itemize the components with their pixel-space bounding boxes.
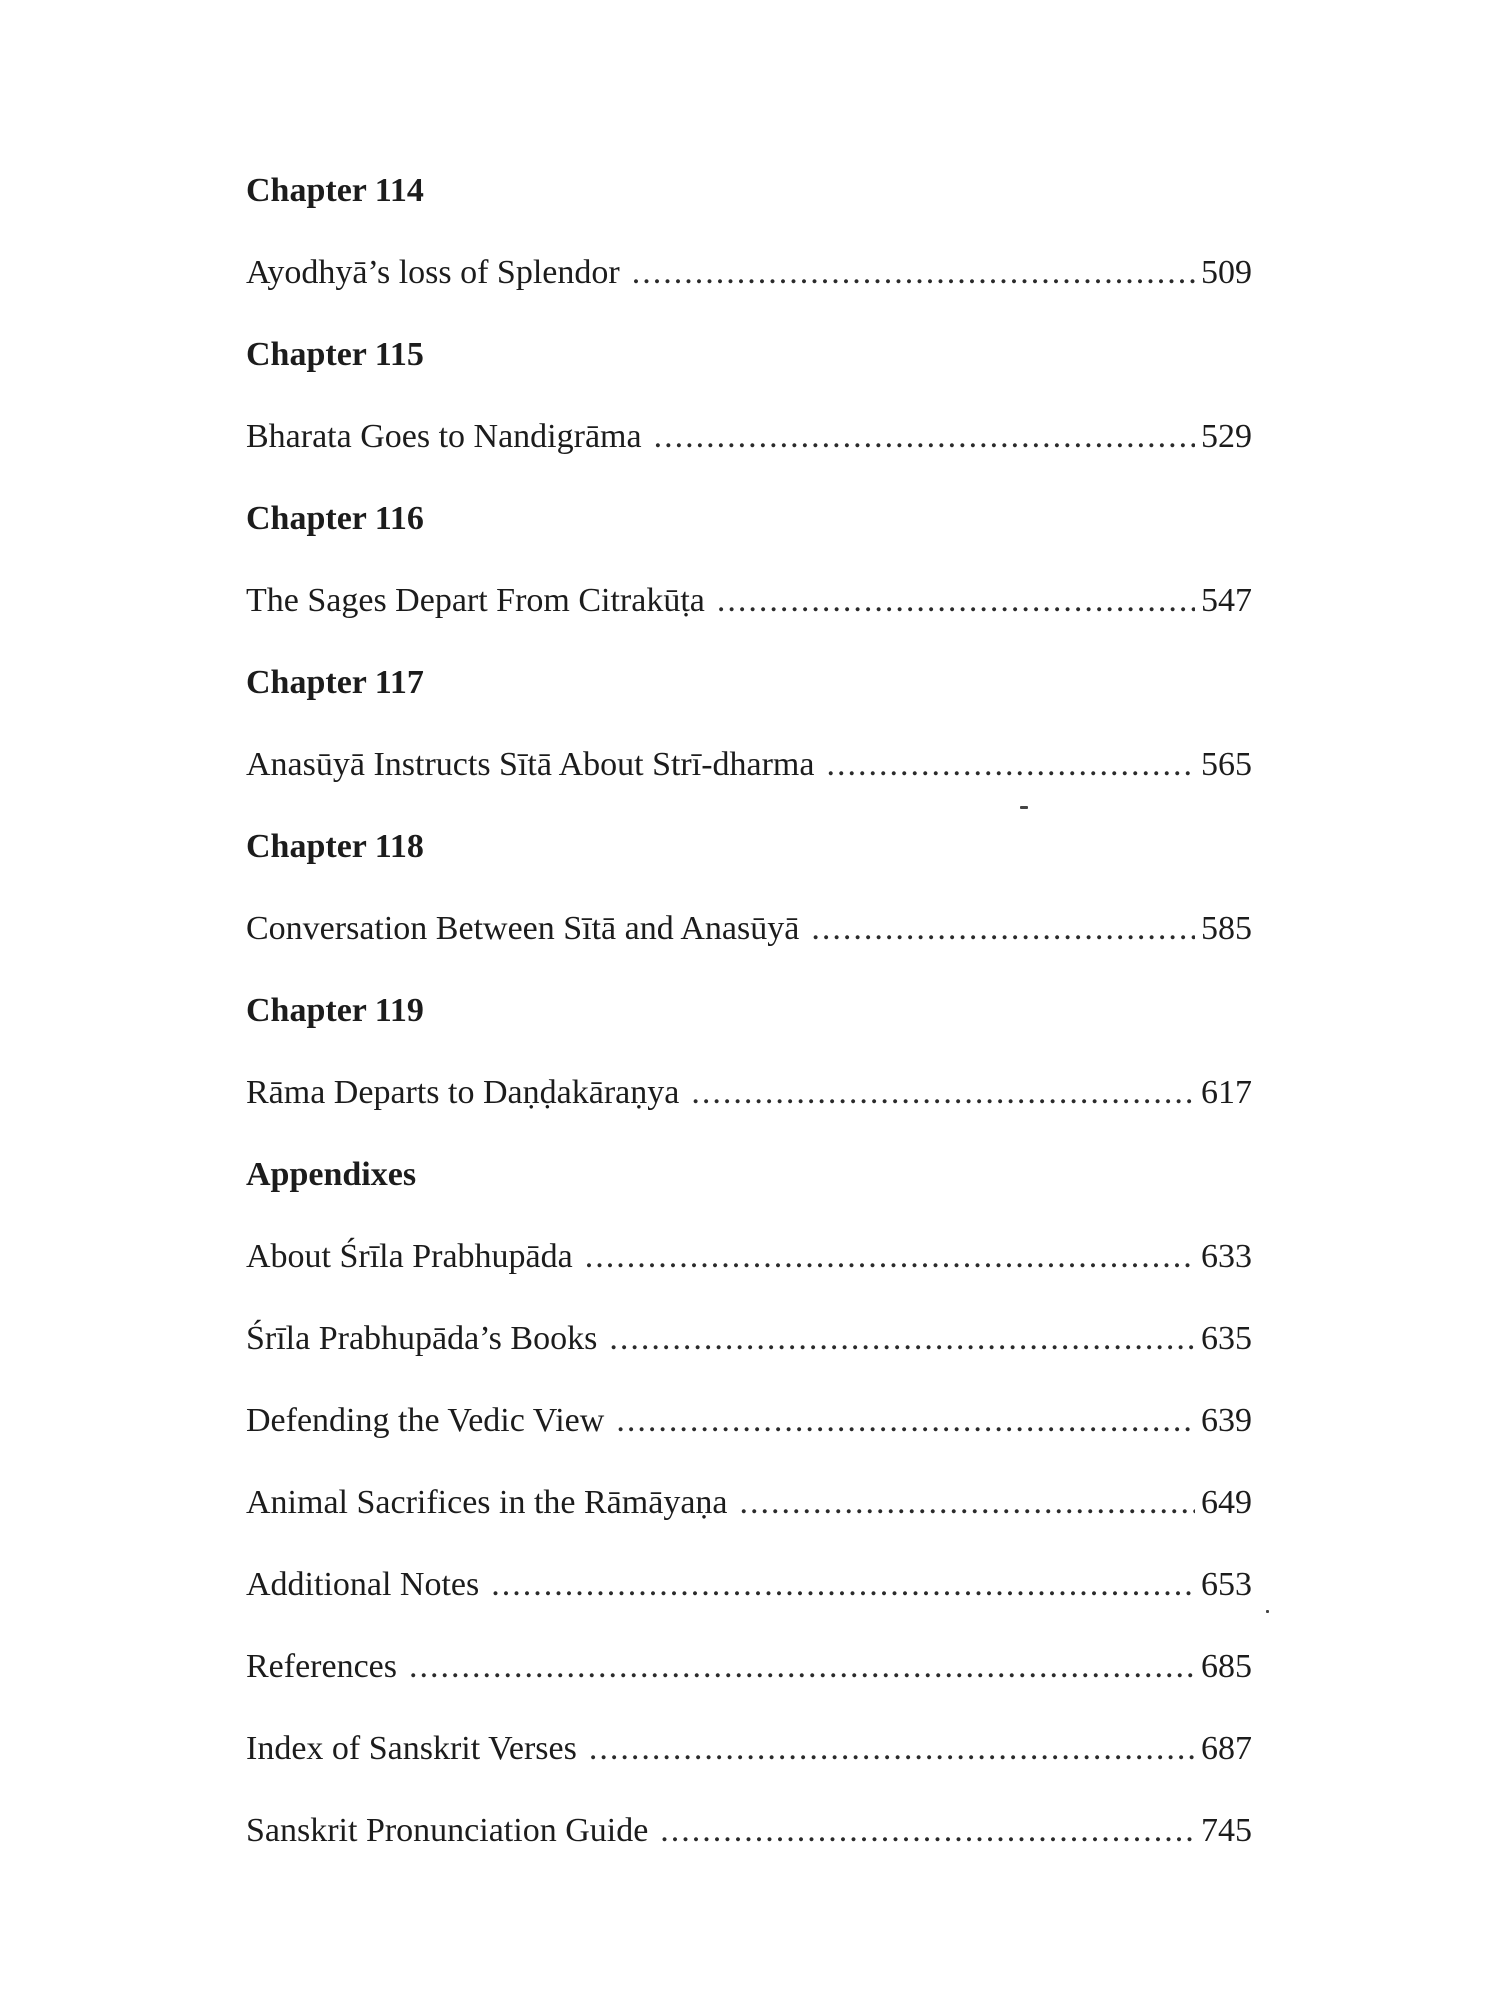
toc-entry-page: 585	[1201, 910, 1252, 947]
scan-speck	[1266, 1610, 1269, 1613]
toc-entry-page: 685	[1201, 1648, 1252, 1685]
dot-leader	[632, 256, 1195, 290]
toc-heading: Chapter 114	[246, 172, 424, 209]
dot-leader	[811, 912, 1195, 946]
toc-entry	[246, 1216, 1252, 1298]
toc-entry-title: Sanskrit Pronunciation Guide	[246, 1812, 649, 1849]
toc-entry-page: 509	[1201, 254, 1252, 291]
toc-entry-page: 649	[1201, 1484, 1252, 1521]
toc-entry-title: Defending the Vedic View	[246, 1402, 605, 1439]
dot-leader	[654, 420, 1195, 454]
toc-entry-title: The Sages Depart From Citrakūṭa	[246, 582, 705, 619]
toc-heading: Chapter 116	[246, 500, 424, 537]
dot-leader	[589, 1732, 1195, 1766]
dot-leader	[609, 1322, 1195, 1356]
toc-entry	[246, 888, 1252, 970]
dot-leader	[616, 1404, 1195, 1438]
toc-entry-page: 617	[1201, 1074, 1252, 1111]
toc-entry-page: 653	[1201, 1566, 1252, 1603]
toc-entry-page: 745	[1201, 1812, 1252, 1849]
dot-leader	[691, 1076, 1195, 1110]
toc-entry	[246, 396, 1252, 478]
dot-leader	[409, 1650, 1195, 1684]
toc-entry-page: 635	[1201, 1320, 1252, 1357]
toc-entry-page: 687	[1201, 1730, 1252, 1767]
toc-entry	[246, 724, 1252, 806]
toc-entry	[246, 1462, 1252, 1544]
dot-leader	[717, 584, 1195, 618]
toc-entry	[246, 1380, 1252, 1462]
toc-entry	[246, 232, 1252, 314]
scan-speck	[1020, 806, 1028, 809]
dot-leader	[826, 748, 1195, 782]
toc-entry-title: Bharata Goes to Nandigrāma	[246, 418, 642, 455]
toc-entry-title: Conversation Between Sītā and Anasūyā	[246, 910, 800, 947]
dot-leader	[491, 1568, 1195, 1602]
toc-heading: Chapter 117	[246, 664, 424, 701]
toc-entry	[246, 560, 1252, 642]
toc-entry-title: Index of Sanskrit Verses	[246, 1730, 577, 1767]
dot-leader	[740, 1486, 1196, 1520]
dot-leader	[585, 1240, 1195, 1274]
toc-entry-page: 633	[1201, 1238, 1252, 1275]
toc-entry	[246, 1626, 1252, 1708]
toc-heading: Chapter 115	[246, 336, 424, 373]
toc-heading: Chapter 118	[246, 828, 424, 865]
toc-entry-page: 529	[1201, 418, 1252, 455]
toc-entry-title: Śrīla Prabhupāda’s Books	[246, 1320, 598, 1357]
toc-entry-page: 547	[1201, 582, 1252, 619]
toc-entry-title: Ayodhyā’s loss of Splendor	[246, 254, 620, 291]
toc-entry-title: Additional Notes	[246, 1566, 480, 1603]
toc-entry-title: Rāma Departs to Daṇḍakāraṇya	[246, 1074, 680, 1111]
toc-entry	[246, 1298, 1252, 1380]
toc-entry-title: About Śrīla Prabhupāda	[246, 1238, 573, 1275]
toc-entry	[246, 1790, 1252, 1872]
table-of-contents	[246, 150, 1252, 1872]
toc-entry-page: 565	[1201, 746, 1252, 783]
toc-entry-title: References	[246, 1648, 398, 1685]
toc-entry	[246, 1544, 1252, 1626]
toc-entry	[246, 1052, 1252, 1134]
toc-entry-title: Anasūyā Instructs Sītā About Strī-dharma	[246, 746, 815, 783]
dot-leader	[660, 1814, 1195, 1848]
toc-heading: Chapter 119	[246, 992, 424, 1029]
toc-entry-title: Animal Sacrifices in the Rāmāyaṇa	[246, 1484, 728, 1521]
toc-entry	[246, 1708, 1252, 1790]
toc-heading: Appendixes	[246, 1156, 417, 1193]
toc-entry-page: 639	[1201, 1402, 1252, 1439]
